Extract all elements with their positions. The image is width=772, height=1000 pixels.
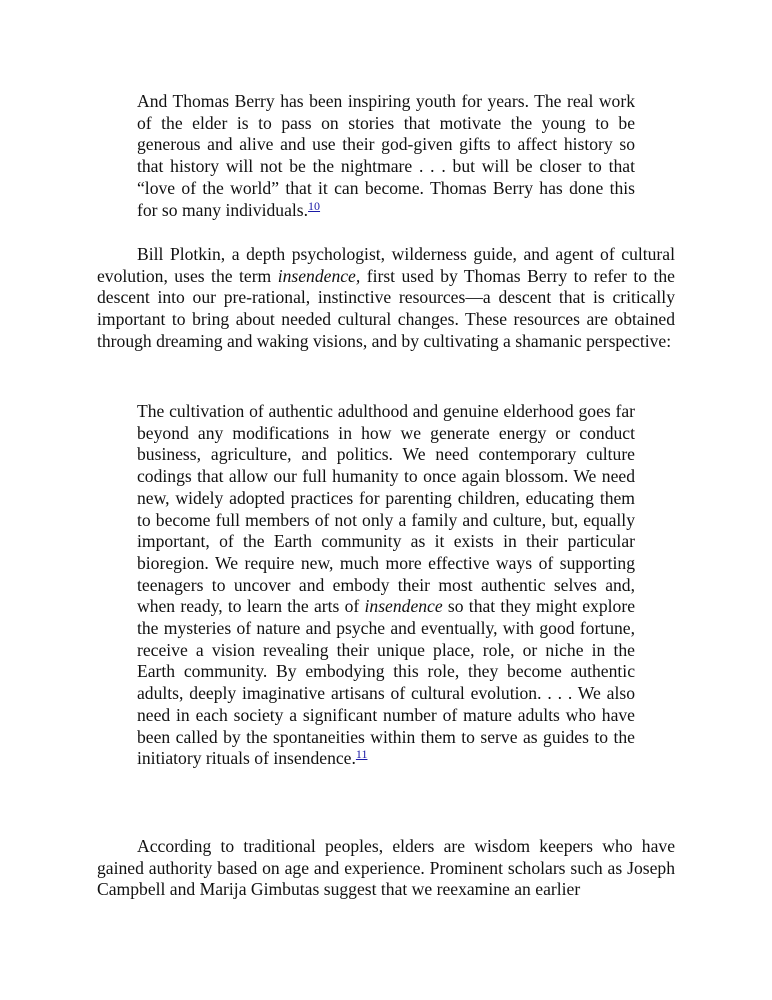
footnote-link-10[interactable]: 10: [308, 198, 321, 213]
paragraph-bill-plotkin: [97, 244, 675, 353]
paragraph-text-end: first used by Thomas Berry to refer to the descent into our pre-rational, instinctive resources—a descent that is critically important to bring about needed cultural changes. These resources are obtained through dreaming and waking visions, and by cultivating a shamanic perspective:: [97, 265, 675, 351]
italic-term-insendence: insendence: [364, 596, 443, 617]
block-quote-text: And Thomas Berry has been inspiring youth for years. The real work of the elder is to pass on stories that motivate the young to be generous and alive and use their god-given gifts to affect history so that history will not be the nightmare . . . but will be closer to that “love of the world” that it can become. Thomas Berry has done this for so many individuals.: [137, 91, 635, 220]
block-quote-plotkin: [137, 401, 635, 770]
paragraph-traditional-peoples: [97, 836, 675, 901]
block-quote-text-start: The cultivation of authentic adulthood and genuine elderhood goes far beyond any modifications in how we generate energy or conduct business, agriculture, and politics. We need contemporary culture codings that allow our full humanity to once again blossom. We need new, widely adopted practices for parenting children, educating them to become full members of not only a family and culture, but, equally important, of the Earth community as it exists in their particular bioregion. We require new, much more effective ways of supporting teenagers to uncover and embody their most authentic selves and, when ready, to learn the arts of: [137, 401, 635, 617]
footnote-link-11[interactable]: 11: [355, 747, 368, 762]
block-quote-text-end: so that they might explore the mysteries of nature and psyche and eventually, with good fortune, receive a vision revealing their unique place, role, or niche in the Earth community. By embodying this role, they become authentic adults, deeply imaginative artisans of cultural evolution. . . . We also need in each society a significant number of mature adults who have been called by the spontaneities within them to serve as guides to the initiatory rituals of insendence.: [137, 596, 636, 769]
italic-term-insendence: insendence,: [277, 265, 361, 286]
block-quote-thomas-berry: [137, 91, 635, 221]
paragraph-text-start: Bill Plotkin, a depth psychologist, wilderness guide, and agent of cultural evolution, uses the term: [97, 244, 675, 286]
paragraph-text: According to traditional peoples, elders are wisdom keepers who have gained authority based on age and experience. Prominent scholars such as Joseph Campbell and Marija Gimbutas suggest that we reexamine an earlier: [97, 836, 675, 900]
